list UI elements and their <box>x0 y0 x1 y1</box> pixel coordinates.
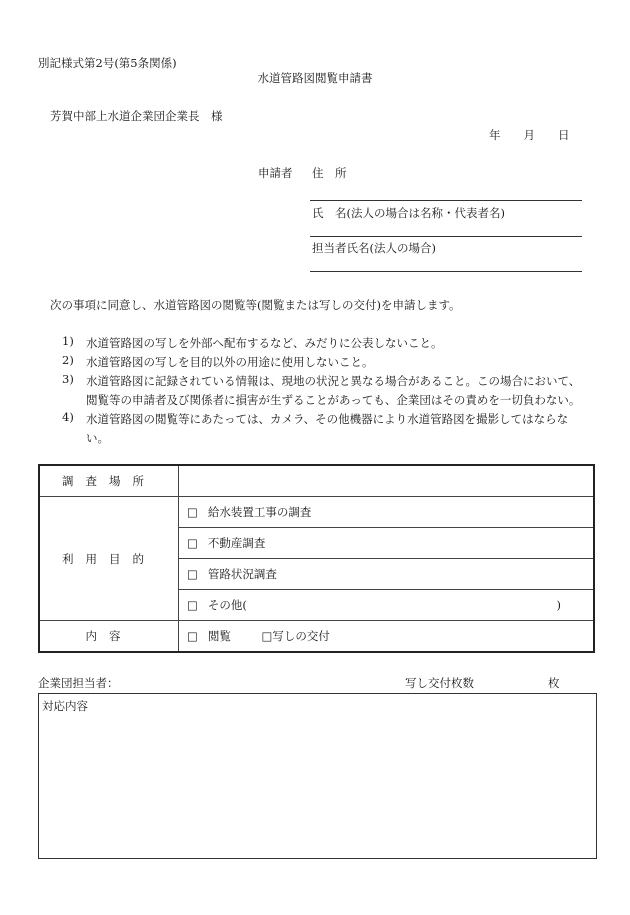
content-option-copy[interactable]: 写しの交付 <box>272 629 330 643</box>
purpose-option-label: その他( <box>207 598 247 612</box>
location-input[interactable] <box>179 465 595 497</box>
response-box[interactable] <box>38 693 597 859</box>
term-number: 4) <box>62 410 74 424</box>
address-label: 住 所 <box>312 166 347 180</box>
addressee: 芳賀中部上水道企業団企業長 様 <box>50 109 223 123</box>
purpose-option-label: 給水装置工事の調査 <box>207 505 312 519</box>
contact-label: 担当者氏名(法人の場合) <box>312 241 436 255</box>
purpose-option-other[interactable] <box>179 590 595 621</box>
purpose-label: 利用目的 <box>39 497 179 621</box>
purpose-option-pipe[interactable] <box>179 559 595 590</box>
form-label: 別記様式第2号(第5条関係) <box>38 56 177 70</box>
copies-unit: 枚 <box>548 676 560 690</box>
term-text: 水道管路図の写しを目的以外の用途に使用しないこと。 <box>86 355 374 369</box>
date-field: 年 月 日 <box>489 128 570 142</box>
intro-text: 次の事項に同意し、水道管路図の閲覧等(閲覧または写しの交付)を申請します。 <box>50 298 461 312</box>
checkbox-icon[interactable]: □ <box>187 536 198 550</box>
term-number: 3) <box>62 372 74 386</box>
contact-line[interactable] <box>310 271 582 272</box>
purpose-option-label: 管路状況調査 <box>207 567 277 581</box>
content-option-view[interactable]: 閲覧 <box>207 629 231 643</box>
term-number: 1) <box>62 334 74 348</box>
name-line[interactable] <box>310 236 582 237</box>
checkbox-icon[interactable]: □ <box>261 629 273 643</box>
term-text: 水道管路図の写しを外部へ配布するなど、みだりに公表しないこと。 <box>86 336 443 350</box>
other-close-paren: ) <box>556 598 561 612</box>
checkbox-icon[interactable]: □ <box>187 505 198 519</box>
name-label: 氏 名(法人の場合は名称・代表者名) <box>312 206 505 220</box>
checkbox-icon[interactable]: □ <box>187 598 198 612</box>
purpose-option-realestate[interactable] <box>179 528 595 559</box>
term-text: 水道管路図の閲覧等にあたっては、カメラ、その他機器により水道管路図を撮影してはならない。 <box>86 412 569 445</box>
checkbox-icon[interactable]: □ <box>187 567 198 581</box>
response-label: 対応内容 <box>42 699 88 713</box>
applicant-label: 申請者 <box>258 166 293 180</box>
checkbox-icon[interactable]: □ <box>187 629 198 643</box>
purpose-option-label: 不動産調査 <box>207 536 266 550</box>
page-title: 水道管路図閲覧申請書 <box>257 71 373 85</box>
address-line[interactable] <box>310 200 582 201</box>
staff-label: 企業団担当者： <box>38 676 119 690</box>
purpose-option-construction[interactable] <box>179 497 595 528</box>
content-label: 内容 <box>39 621 179 653</box>
content-options <box>179 621 595 653</box>
copies-label: 写し交付枚数 <box>405 676 474 690</box>
term-text: 水道管路図に記録されている情報は、現地の状況と異なる場合があること。この場合において、閲覧等の申請者及び関係者に損害が生ずることがあっても、企業団はその責めを一切負わない。 <box>86 374 581 407</box>
application-table <box>38 464 595 653</box>
term-number: 2) <box>62 353 74 367</box>
location-label: 調査場所 <box>39 465 179 497</box>
